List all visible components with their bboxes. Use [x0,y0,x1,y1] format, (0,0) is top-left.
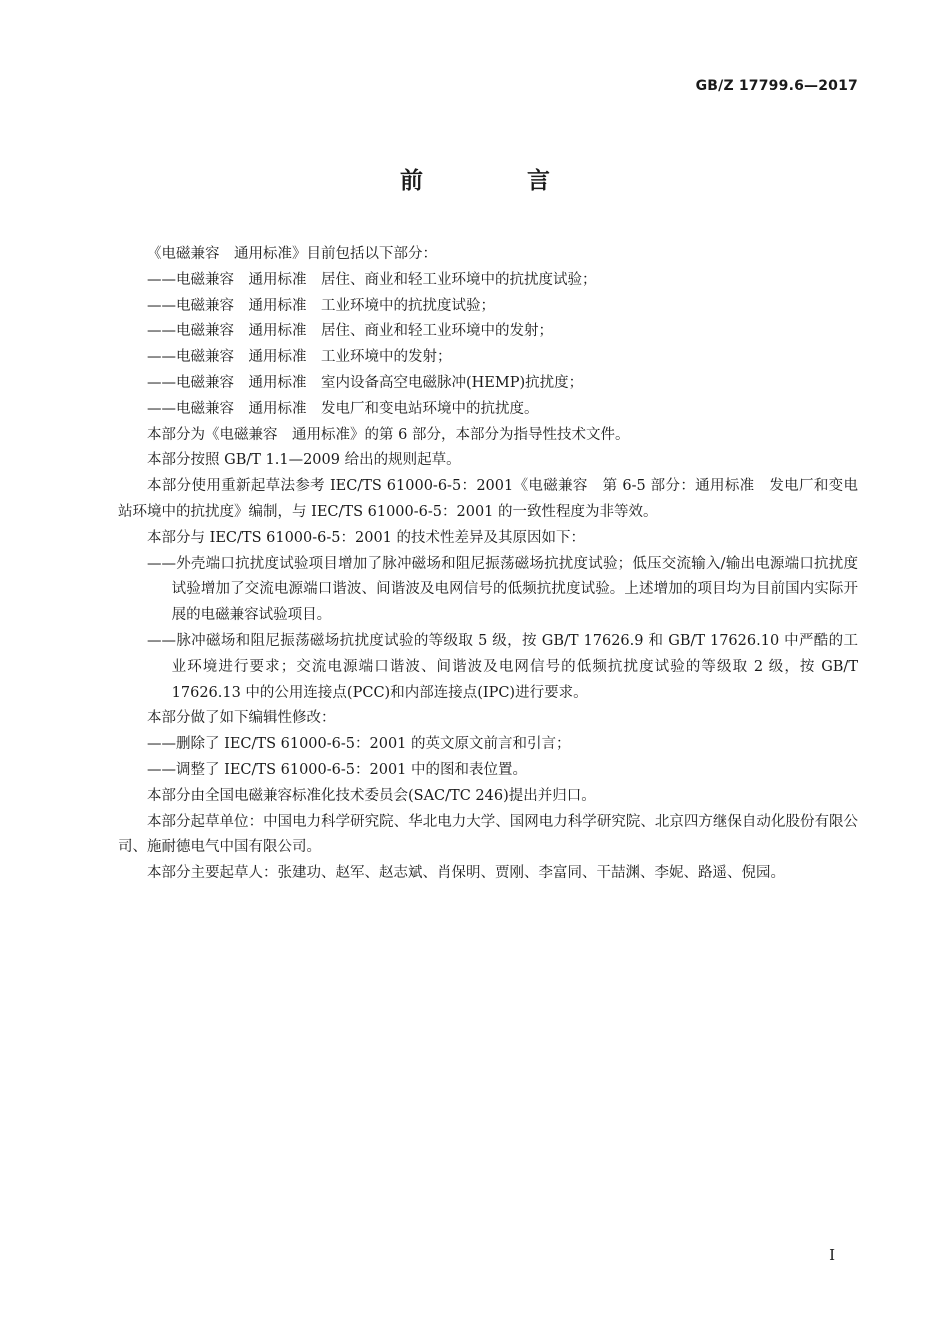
drafters-paragraph: 本部分主要起草人：张建功、赵军、赵志斌、肖保明、贾刚、李富同、干喆渊、李妮、路遥、倪园。 [147,865,785,882]
diff-intro-paragraph: 本部分与 IEC/TS 61000-6-5：2001 的技术性差异及其原因如下： [147,529,586,546]
list-item: ——电磁兼容 通用标准 室内设备高空电磁脉冲(HEMP)抗扰度； [147,374,584,391]
foreword-body [118,242,858,887]
page-number: I [829,1246,835,1264]
differences-list [118,552,858,707]
list-item: ——电磁兼容 通用标准 居住、商业和轻工业环境中的发射； [147,323,553,340]
list-item: ——删除了 IEC/TS 61000-6-5：2001 的英文原文前言和引言； [147,736,571,753]
standard-code: GB/Z 17799.6—2017 [695,78,858,94]
list-item: ——调整了 IEC/TS 61000-6-5：2001 中的图和表位置。 [147,761,528,778]
list-item: ——电磁兼容 通用标准 工业环境中的抗扰度试验； [147,297,495,314]
page-title: 前 言 [399,168,598,194]
edit-intro-paragraph: 本部分做了如下编辑性修改： [147,710,336,727]
parts-list [118,268,858,423]
list-item: ——电磁兼容 通用标准 工业环境中的发射； [147,349,452,366]
list-item: ——电磁兼容 通用标准 居住、商业和轻工业环境中的抗扰度试验； [147,271,597,288]
rules-paragraph: 本部分按照 GB/T 1.1—2009 给出的规则起草。 [147,452,461,469]
editorial-list [118,732,858,784]
part6-paragraph: 本部分为《电磁兼容 通用标准》的第 6 部分，本部分为指导性技术文件。 [147,426,630,443]
list-item: ——脉冲磁场和阻尼振荡磁场抗扰度试验的等级取 5 级，按 GB/T 17626.9 和 GB/T 17626.10 中严酷的工业环境进行要求；交流电源端口谐波、间谐波及电网信号的低频抗扰度试验的等级取 2 级，按 GB/T 17626.13 中的公用连接点(PCC)和内部连接点(IPC)进行要求。 [147,632,858,701]
list-item: ——电磁兼容 通用标准 发电厂和变电站环境中的抗扰度。 [147,400,539,417]
list-item: ——外壳端口抗扰度试验项目增加了脉冲磁场和阻尼振荡磁场抗扰度试验；低压交流输入/输出电源端口抗扰度试验增加了交流电源端口谐波、间谐波及电网信号的低频抗扰度试验。上述增加的项目均为目前国内实际开展的电磁兼容试验项目。 [147,555,858,624]
proposed-paragraph: 本部分由全国电磁兼容标准化技术委员会(SAC/TC 246)提出并归口。 [147,787,596,804]
reference-paragraph: 本部分使用重新起草法参考 IEC/TS 61000-6-5：2001《电磁兼容 第 6-5 部分：通用标准 发电厂和变电站环境中的抗扰度》编制，与 IEC/TS 61000-6-5：2001 的一致性程度为非等效。 [118,478,858,520]
intro-paragraph: 《电磁兼容 通用标准》目前包括以下部分： [147,246,437,262]
drafting-units-paragraph: 本部分起草单位：中国电力科学研究院、华北电力大学、国网电力科学研究院、北京四方继保自动化股份有限公司、施耐德电气中国有限公司。 [118,813,858,856]
